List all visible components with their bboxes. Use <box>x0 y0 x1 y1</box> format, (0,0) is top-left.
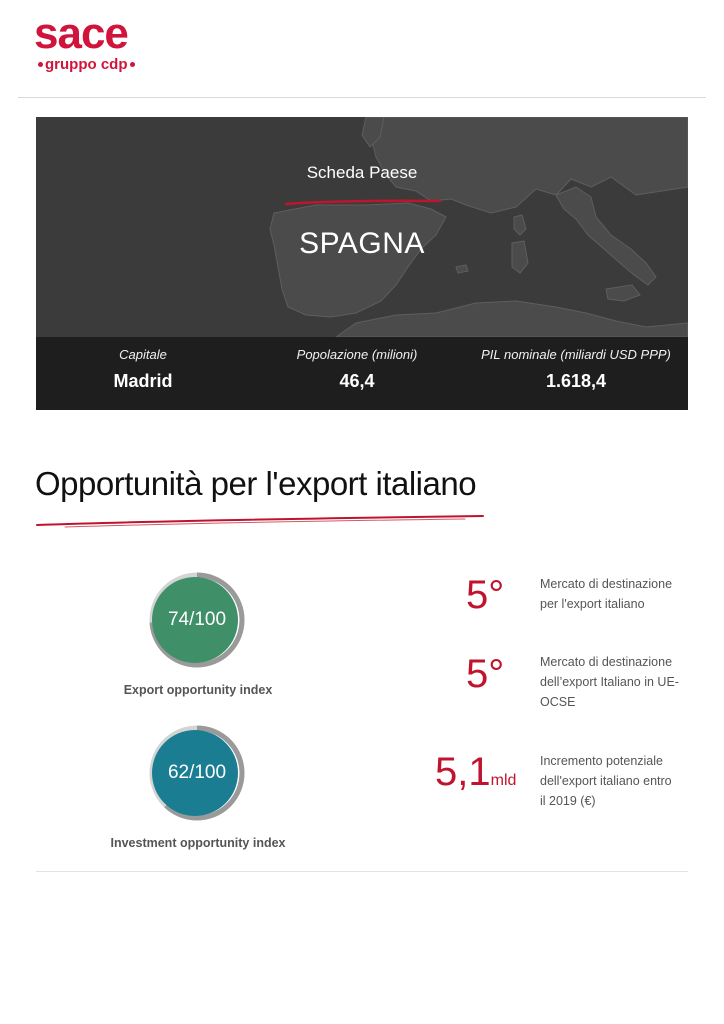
hero-kicker: Scheda Paese <box>306 163 418 182</box>
section-underline <box>35 512 487 530</box>
fact-value: 46,4 <box>339 371 375 391</box>
stat-value: 5,1 <box>435 750 491 794</box>
stat-value: 5° <box>466 573 505 617</box>
logo-tagline <box>36 56 137 73</box>
gauge-value: 62/100 <box>167 762 227 783</box>
logo-dot-right <box>130 62 135 67</box>
logo-dot-left <box>38 62 43 67</box>
country-name: SPAGNA <box>299 227 425 260</box>
footer-divider <box>36 871 688 872</box>
header-divider <box>18 97 706 98</box>
stat-rank-export <box>466 575 504 615</box>
fact-gdp <box>464 337 688 392</box>
fact-value: 1.618,4 <box>545 371 607 391</box>
fact-capital <box>36 337 250 392</box>
stat-description: Incremento potenziale dell'export italiano entro il 2019 (€) <box>540 754 672 808</box>
fact-population <box>250 337 464 392</box>
stat-unit: mld <box>490 772 517 789</box>
stat-description: Mercato di destinazione per l'export italiano <box>540 577 673 611</box>
fact-label: Capitale <box>119 347 167 362</box>
section-title: Opportunità per l'export italiano <box>35 465 477 502</box>
hero-underline <box>284 198 444 208</box>
stat-rank-ue-ocse <box>466 654 504 694</box>
gauge-value: 74/100 <box>167 609 227 630</box>
fact-label: PIL nominale (miliardi USD PPP) <box>481 347 671 362</box>
fact-value: Madrid <box>113 371 173 391</box>
logo-tagline-text: gruppo cdp <box>45 56 128 73</box>
country-facts-bar <box>36 337 688 410</box>
investment-opportunity-gauge <box>149 725 245 821</box>
fact-label: Popolazione (milioni) <box>296 347 418 362</box>
export-opportunity-label: Export opportunity index <box>123 683 273 697</box>
stat-value: 5° <box>466 652 505 696</box>
sace-logo <box>34 9 128 73</box>
investment-opportunity-label: Investment opportunity index <box>110 836 286 850</box>
export-opportunity-gauge <box>149 572 245 668</box>
stat-description: Mercato di destinazione dell’export Italiano in UE-OCSE <box>540 655 679 709</box>
logo-wordmark: sace <box>34 9 128 58</box>
stat-export-increase <box>435 752 516 801</box>
country-hero <box>36 117 688 337</box>
